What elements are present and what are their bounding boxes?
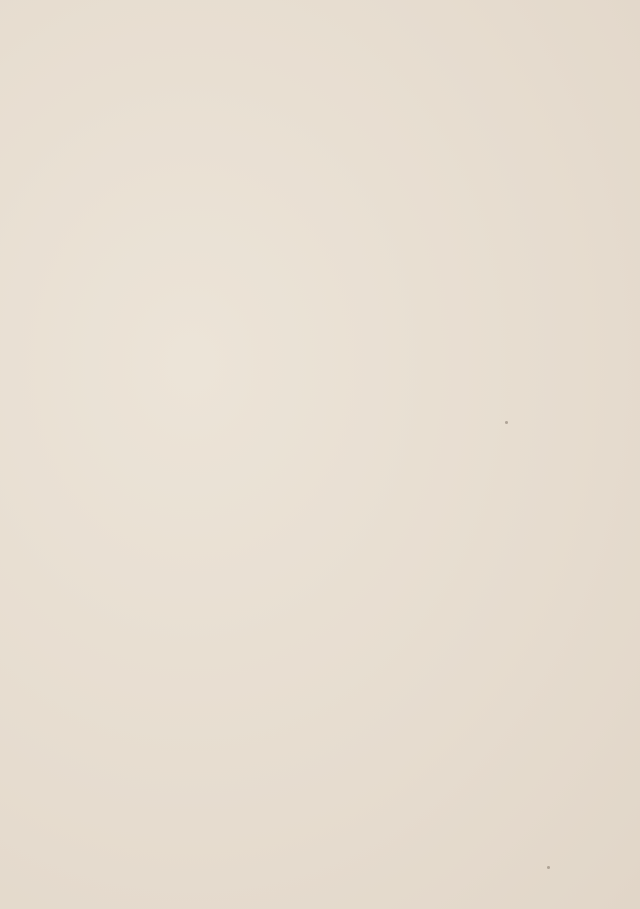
paper-speck	[505, 421, 508, 424]
paper-speck	[547, 866, 550, 869]
